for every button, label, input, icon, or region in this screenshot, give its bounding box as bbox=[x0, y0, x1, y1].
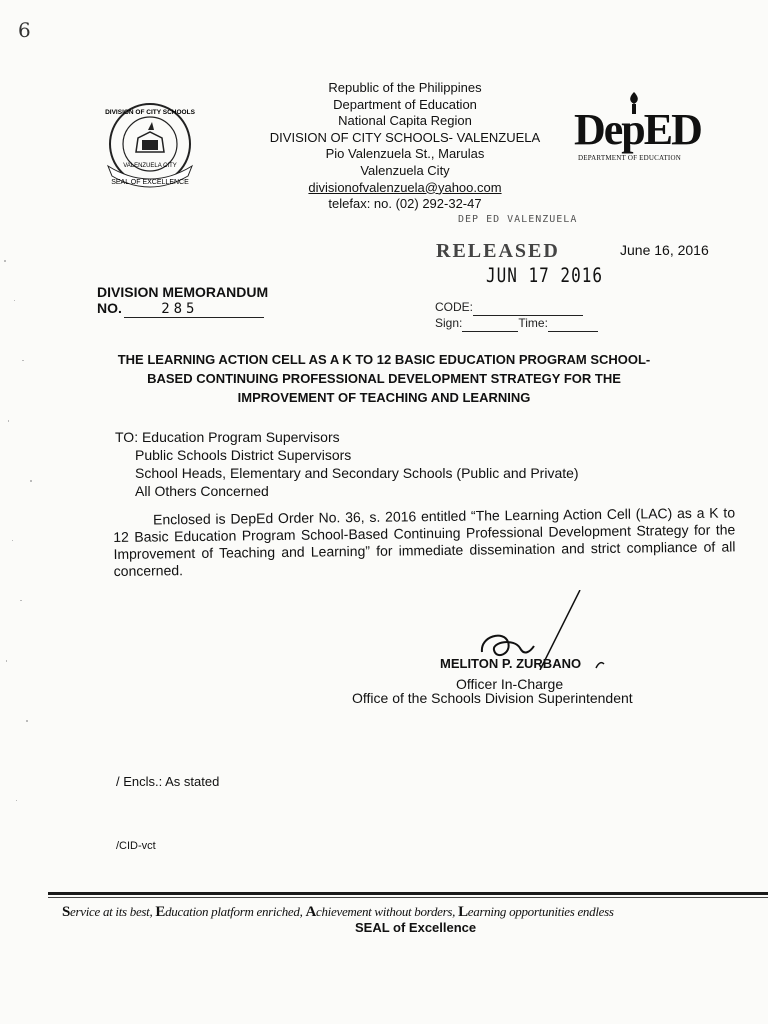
letterhead-line: Republic of the Philippines bbox=[328, 80, 482, 95]
svg-text:SEAL OF EXCELLENCE: SEAL OF EXCELLENCE bbox=[111, 179, 189, 186]
motto-text: chievement without borders, bbox=[316, 904, 459, 919]
signatory-name: MELITON P. ZURBANO bbox=[440, 656, 582, 671]
scan-noise bbox=[0, 240, 40, 940]
memo-title bbox=[104, 350, 664, 407]
letterhead-telefax: telefax: no. (02) 292-32-47 bbox=[328, 196, 482, 212]
to-label: TO: bbox=[115, 429, 139, 445]
motto-initial: E bbox=[155, 904, 166, 920]
footer-rule bbox=[48, 892, 768, 895]
routing-box bbox=[435, 300, 598, 332]
memo-title-line: THE LEARNING ACTION CELL AS A K TO 12 BASIC EDUCATION PROGRAM SCHOOL- bbox=[117, 352, 651, 367]
motto-text: earning opportunities endless bbox=[467, 904, 614, 919]
memo-number-value: 285 bbox=[161, 301, 199, 317]
letterhead bbox=[240, 80, 570, 213]
motto-initial: S bbox=[62, 904, 71, 920]
recipient: All Others Concerned bbox=[135, 483, 269, 499]
svg-text:DIVISION OF CITY SCHOOLS: DIVISION OF CITY SCHOOLS bbox=[105, 109, 195, 116]
recipient: Education Program Supervisors bbox=[141, 429, 340, 445]
sign-label: Sign: bbox=[435, 316, 463, 330]
letterhead-line: Valenzuela City bbox=[360, 162, 450, 178]
recipients bbox=[115, 428, 579, 500]
deped-logo-sub: DEPARTMENT OF EDUCATION bbox=[578, 154, 681, 162]
motto-initial: L bbox=[458, 904, 468, 920]
memo-body bbox=[113, 504, 736, 580]
letterhead-line: National Capita Region bbox=[338, 113, 472, 129]
letterhead-line: DIVISION OF CITY SCHOOLS- VALENZUELA bbox=[269, 129, 541, 145]
enclosure-note: / Encls.: As stated bbox=[116, 774, 220, 789]
footer-motto bbox=[62, 904, 614, 921]
letterhead-email[interactable]: divisionofvalenzuela@yahoo.com bbox=[308, 179, 502, 195]
division-seal bbox=[100, 100, 200, 190]
footer-seal-text: SEAL of Excellence bbox=[355, 920, 477, 935]
memo-title-line: BASED CONTINUING PROFESSIONAL DEVELOPMENT STRATEGY FOR THE bbox=[147, 371, 621, 386]
received-date-stamp: JUN 17 2016 bbox=[486, 264, 603, 287]
corner-handwritten-mark: 6 bbox=[18, 18, 31, 42]
recipient: School Heads, Elementary and Secondary Schools (Public and Private) bbox=[135, 465, 579, 481]
recipient: Public Schools District Supervisors bbox=[135, 447, 352, 463]
time-label: Time: bbox=[518, 316, 548, 330]
svg-text:VALENZUELA CITY: VALENZUELA CITY bbox=[123, 163, 177, 169]
memo-title-line: IMPROVEMENT OF TEACHING AND LEARNING bbox=[237, 390, 531, 405]
release-date: June 16, 2016 bbox=[620, 242, 709, 258]
stamp-org: DEP ED VALENZUELA bbox=[458, 214, 578, 225]
memo-label: DIVISION MEMORANDUM bbox=[97, 284, 269, 300]
signatory-title: Officer In-Charge bbox=[456, 676, 564, 692]
code-label: CODE: bbox=[435, 300, 474, 314]
footer-rule-thin bbox=[48, 897, 768, 898]
reference-initials: /CID-vct bbox=[116, 840, 156, 852]
letterhead-line: Department of Education bbox=[333, 96, 477, 112]
memo-heading bbox=[97, 284, 268, 318]
memo-no-label: NO. bbox=[97, 300, 122, 316]
letterhead-line: Pio Valenzuela St., Marulas bbox=[325, 146, 485, 162]
deped-logo bbox=[574, 92, 714, 172]
stamp-released: RELEASED bbox=[436, 240, 560, 262]
signatory-office: Office of the Schools Division Superintendent bbox=[352, 690, 633, 706]
deped-logo-word: DepED bbox=[574, 105, 701, 154]
memo-body-paragraph: Enclosed is DepEd Order No. 36, s. 2016 entitled “The Learning Action Cell (LAC) as a K to 12 Basic Education Program School-Based Continuing Professional Development Strategy for the Improvement of Teaching and Learning” for immediate dissemination and strict compliance of all concerned. bbox=[113, 504, 736, 579]
motto-initial: A bbox=[305, 904, 317, 920]
motto-text: ervice at its best, bbox=[70, 904, 156, 919]
motto-text: ducation platform enriched, bbox=[165, 904, 306, 919]
memo-number bbox=[124, 301, 264, 318]
